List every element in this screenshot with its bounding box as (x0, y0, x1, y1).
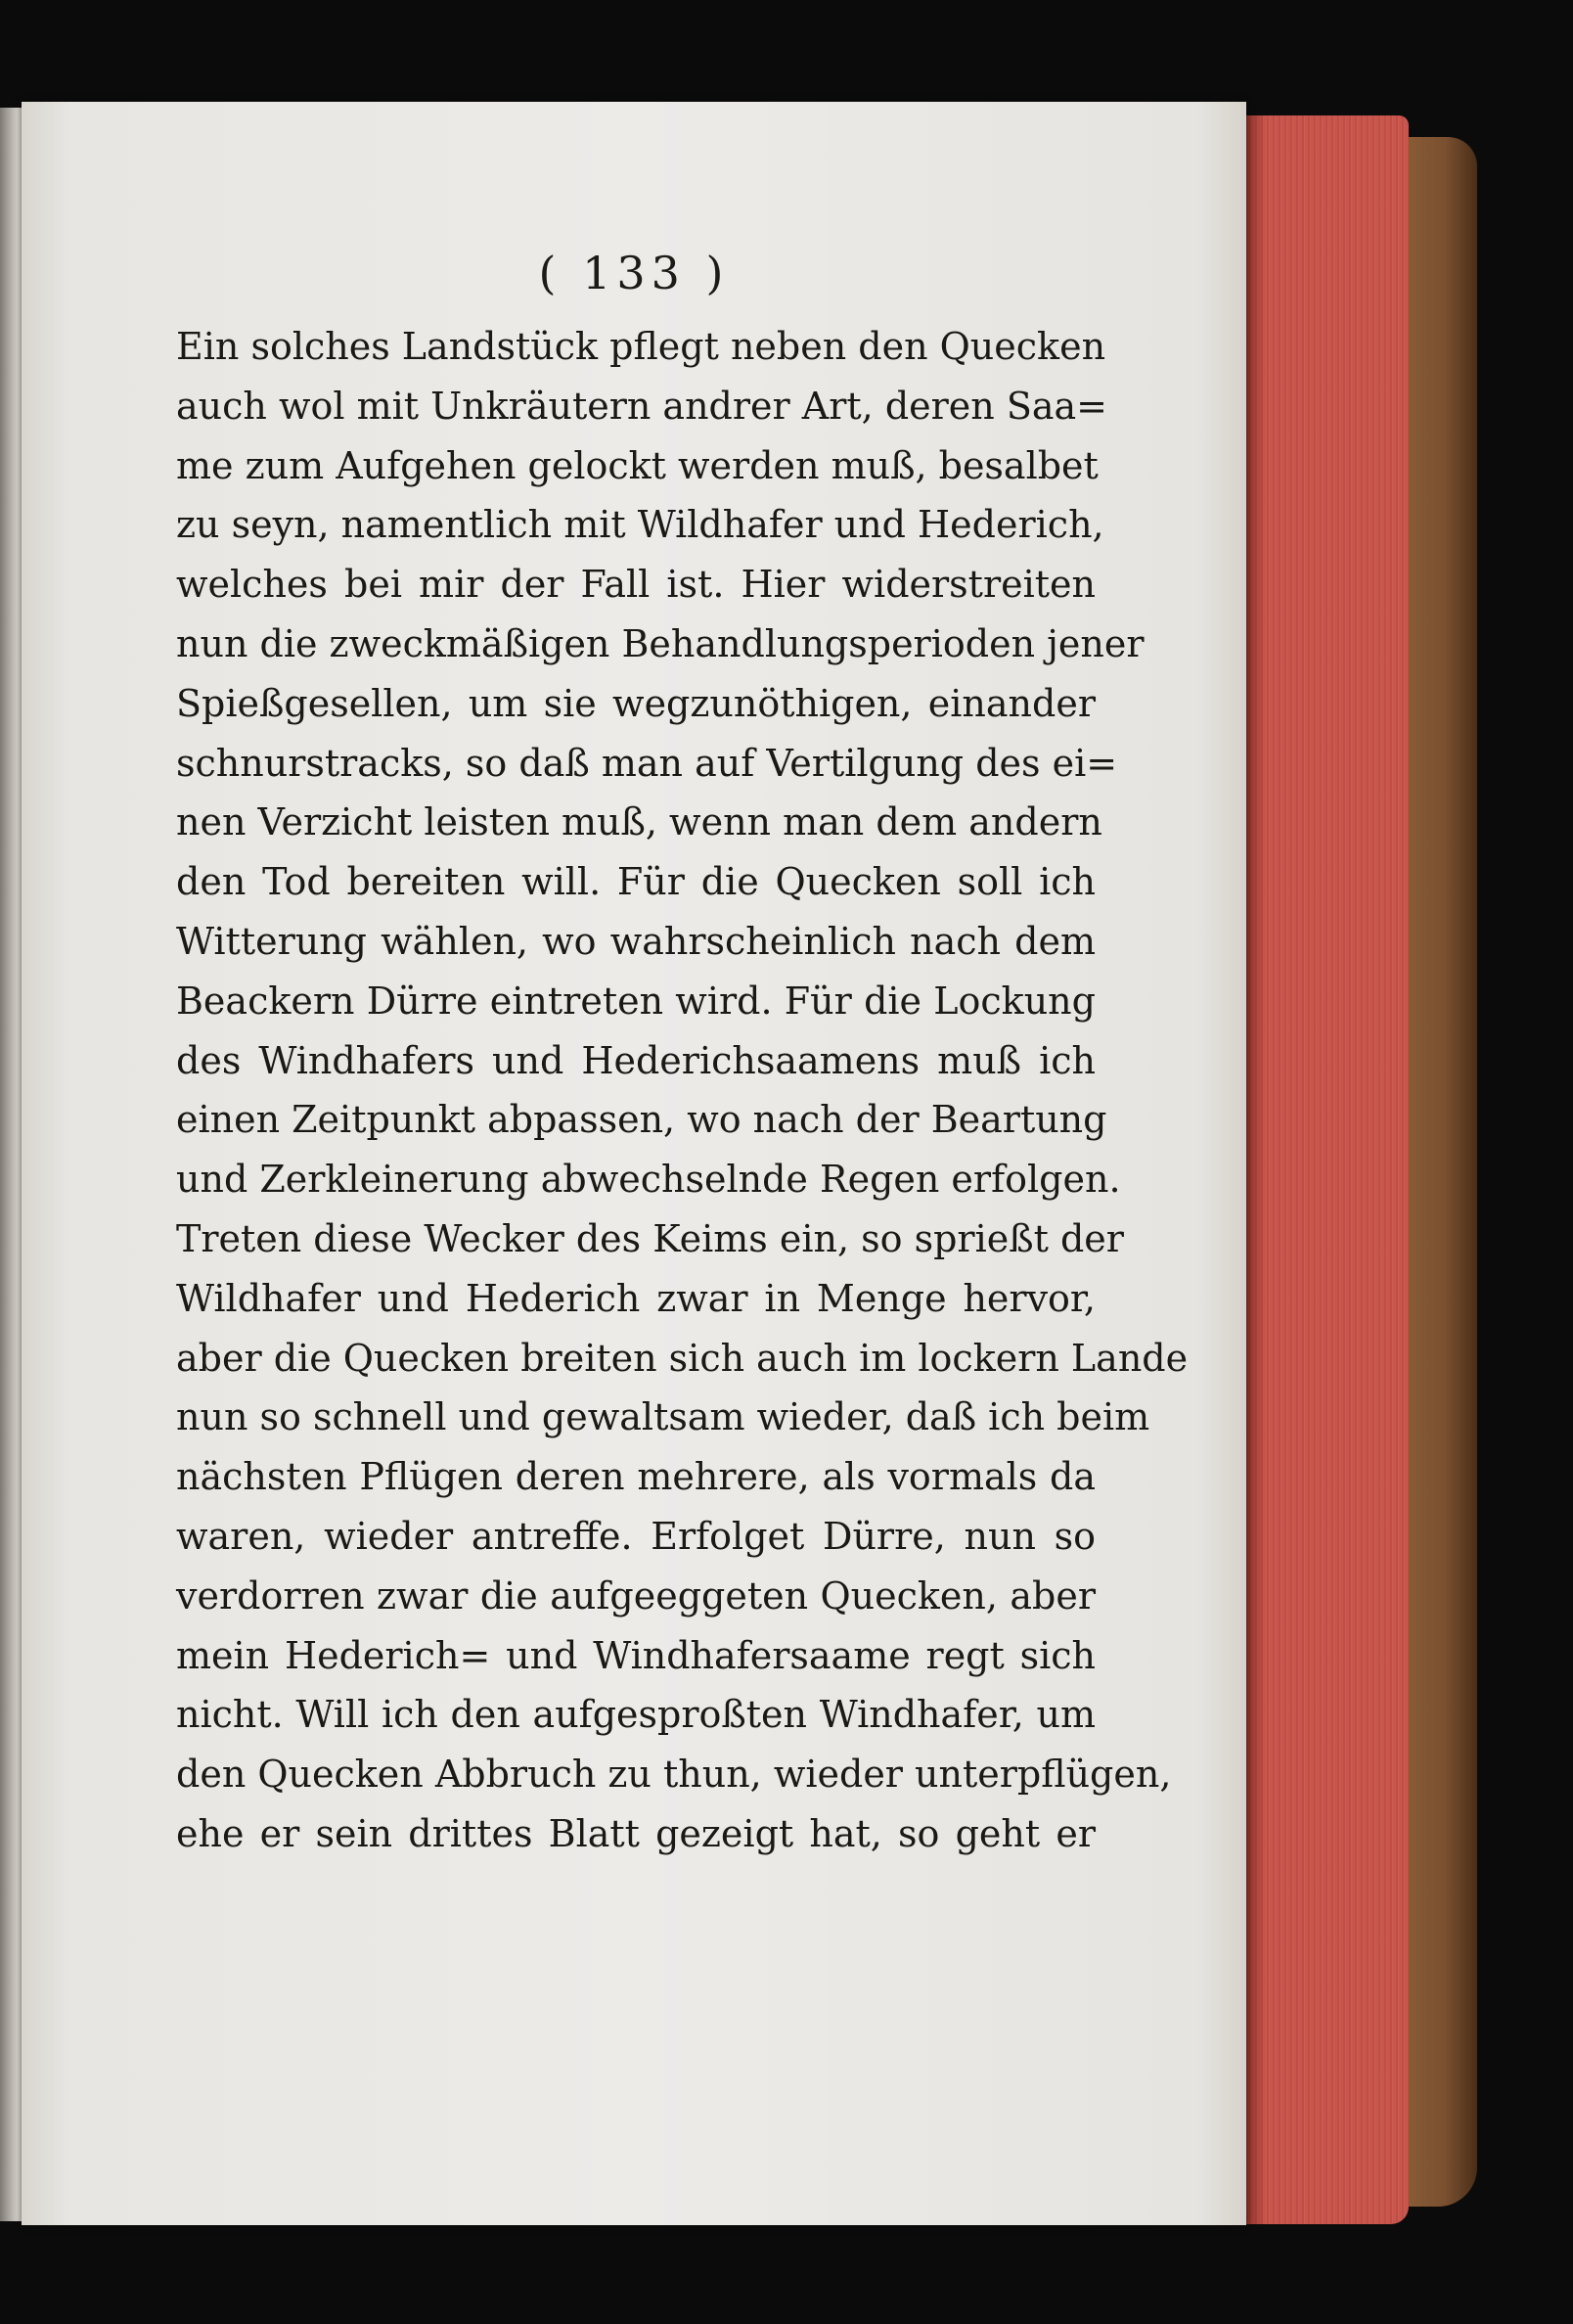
text-line: mein Hederich= und Windhafersaame regt sich (176, 1633, 1096, 1677)
text-line: aber die Quecken breiten sich auch im lockern Lande (176, 1336, 1189, 1380)
text-line: den Quecken Abbruch zu thun, wieder unterpflügen, (176, 1753, 1172, 1797)
page-number: ( 133 ) (538, 247, 730, 299)
text-line: nächsten Pflügen deren mehrere, als vormals da (176, 1455, 1096, 1499)
text-line: welches bei mir der Fall ist. Hier widerstreiten (176, 563, 1096, 607)
text-line: auch wol mit Unkräutern andrer Art, deren Saa= (176, 384, 1108, 428)
book-page (22, 102, 1246, 2225)
text-line: me zum Aufgehen gelockt werden muß, besalbet (176, 443, 1099, 487)
page-edges-shadow (1246, 115, 1266, 2224)
text-line: schnurstracks, so daß man auf Vertilgung des ei= (176, 741, 1118, 785)
text-line: des Windhafers und Hederichsaamens muß ich (176, 1038, 1096, 1082)
text-line: verdorren zwar die aufgeeggeten Quecken, aber (176, 1573, 1096, 1618)
text-line: Ein solches Landstück pflegt neben den Quecken (176, 325, 1106, 368)
text-line: zu seyn, namentlich mit Wildhafer und Hederich, (176, 503, 1104, 547)
text-line: nicht. Will ich den aufgesproßten Windhafer, um (176, 1693, 1096, 1737)
text-line: nun so schnell und gewaltsam wieder, daß ich beim (176, 1395, 1150, 1439)
text-line: Spießgesellen, um sie wegzunöthigen, einander (176, 681, 1096, 725)
page-text (176, 317, 1189, 1864)
text-line: Treten diese Wecker des Keims ein, so sprießt der (176, 1216, 1124, 1260)
text-line: Witterung wählen, wo wahrscheinlich nach dem (176, 919, 1096, 963)
text-line: und Zerkleinerung abwechselnde Regen erfolgen. (176, 1158, 1121, 1202)
text-line: Beackern Dürre eintreten wird. Für die Lockung (176, 979, 1096, 1023)
text-line: nun die zweckmäßigen Behandlungsperioden jener (176, 621, 1145, 665)
text-line: waren, wieder antreffe. Erfolget Dürre, nun so (176, 1514, 1096, 1558)
text-line: einen Zeitpunkt abpassen, wo nach der Beartung (176, 1098, 1107, 1142)
text-line: den Tod bereiten will. Für die Quecken soll ich (176, 860, 1096, 904)
page-edges (1246, 115, 1409, 2224)
text-line: nen Verzicht leisten muß, wenn man dem andern (176, 800, 1102, 844)
text-line: ehe er sein drittes Blatt gezeigt hat, so geht er (176, 1811, 1096, 1855)
text-line: Wildhafer und Hederich zwar in Menge hervor, (176, 1276, 1096, 1320)
